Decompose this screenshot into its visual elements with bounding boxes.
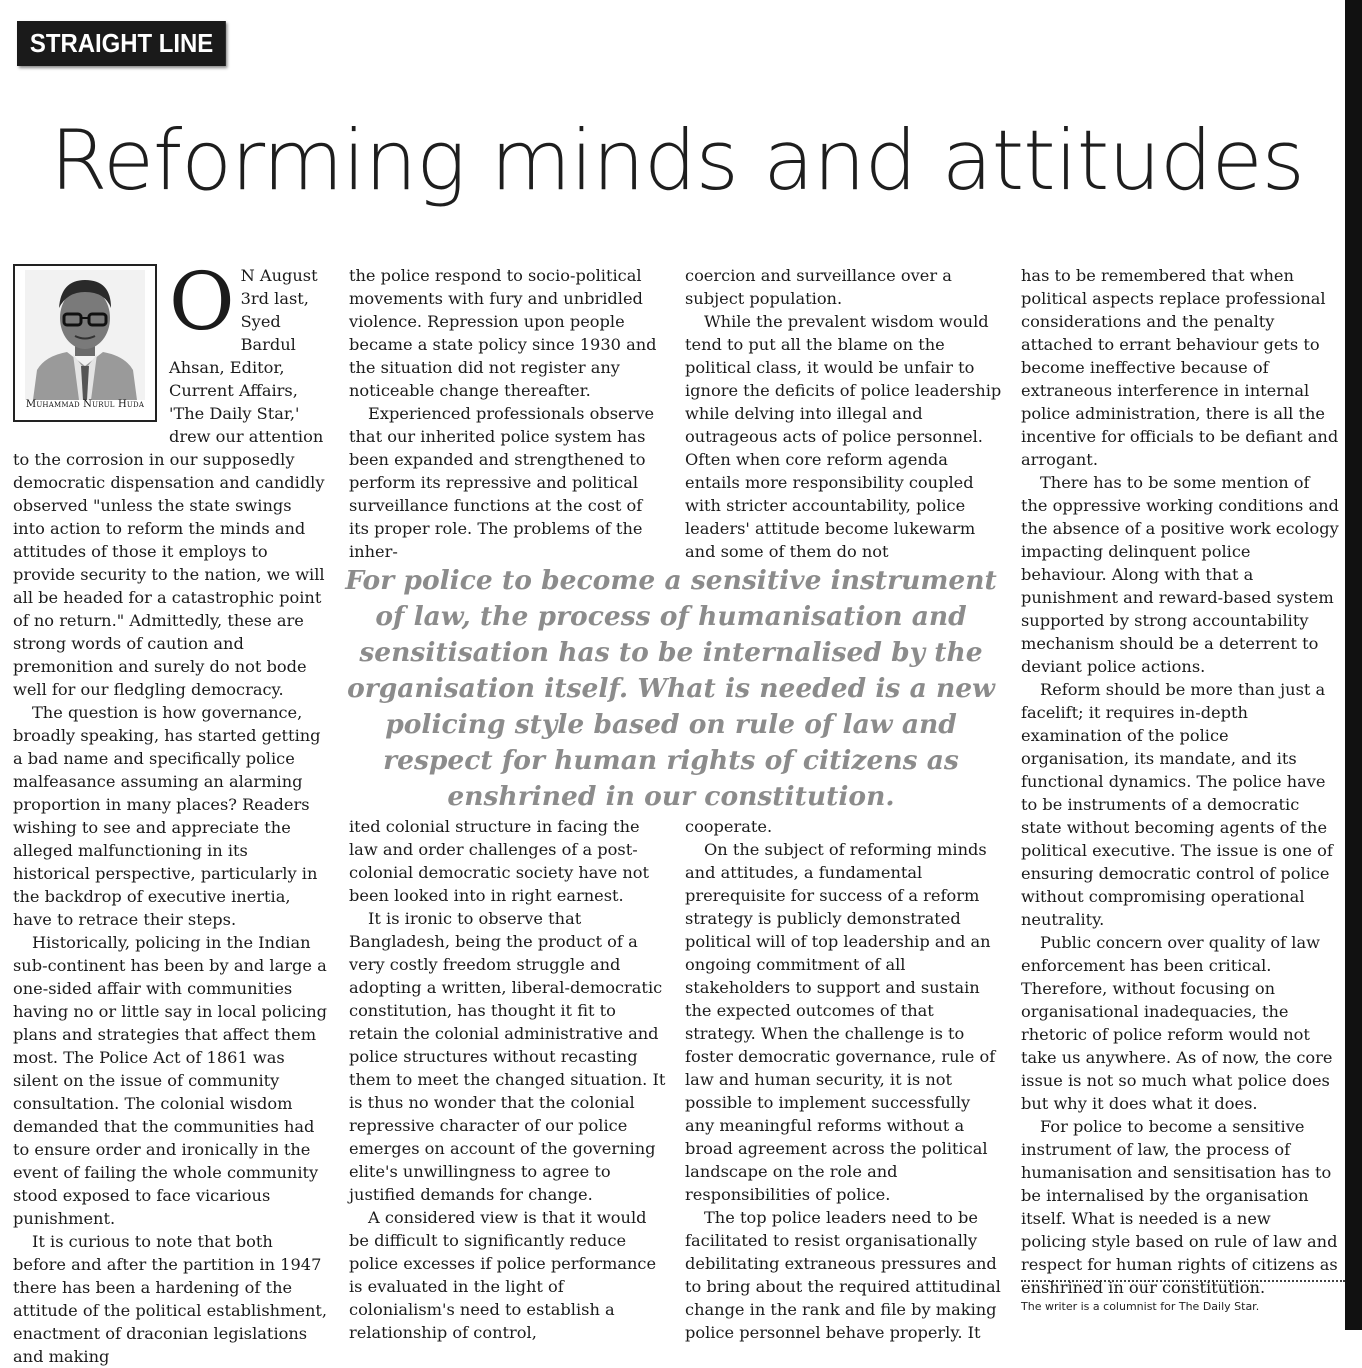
intro-paragraph: N August 3rd last, Syed Bardul Ahsan, Editor, Current Affairs, 'The Daily Star,' drew our attention to the corrosion in our supposedly democratic dispensation and candidly observed "unless the state swings into action to reform the minds and attitudes of those it employs to provide security to the nation, we will all be headed for a catastrophic point of no return." Admittedly, these are strong words of caution and premonition and surely do not bode well for our fledgling democracy. (13, 266, 325, 699)
paragraph: There has to be some mention of the oppressive working conditions and the absence of a positive work ecology impacting delinquent police behaviour. Along with that a punishment and reward-based system supported by strong accountability mechanism should be a deterrent to deviant police actions. (1021, 473, 1339, 676)
paragraph: has to be remembered that when political aspects replace professional considerations and the penalty attached to errant behaviour gets to become ineffective because of extraneous interference in internal police administration, there is all the incentive for officials to be defiant and arrogant. (1021, 266, 1339, 469)
pull-quote: For police to become a sensitive instrument of law, the process of humanisation and sensitisation has to be internalised by the organisation itself. What is needed is a new policing style based on rule of law and respect for human rights of citizens as enshrined in our constitution. (345, 565, 997, 812)
paragraph: Reform should be more than just a facelift; it requires in-depth examination of the police organisation, its mandate, and its functional dynamics. The police have to be instruments of a democratic state without becoming agents of the political executive. The issue is one of ensuring democratic control of police without compromising operational neutrality. (1021, 680, 1333, 929)
article-headline: Reforming minds and attitudes (50, 112, 1304, 209)
column-2-bottom (349, 815, 667, 1344)
author-photo (13, 264, 157, 422)
paragraph: The top police leaders need to be facilitated to resist organisationally debilitating extraneous pressures and to bring about the required attitudinal change in the rank and file by making police personnel behave properly. It (685, 1208, 1001, 1342)
footer-divider (1021, 1280, 1345, 1282)
author-portrait-image (25, 270, 145, 400)
paragraph: It is ironic to observe that Bangladesh, being the product of a very costly freedom struggle and adopting a written, liberal-democratic constitution, has thought it fit to retain the colonial administrative and police structures without recasting them to meet the changed situation. It is thus no wonder that the colonial repressive character of our police emerges on account of the governing elite's unwillingness to agree to justified demands for change. (349, 909, 666, 1204)
column-3-bottom (685, 815, 1003, 1344)
author-photo-caption: Muhammad Nurul Huda (25, 399, 145, 410)
column-4 (1021, 264, 1341, 1299)
paragraph: On the subject of reforming minds and attitudes, a fundamental prerequisite for success of a reform strategy is publicly demonstrated political will of top leadership and an ongoing commitment of all stakeholders to support and sustain the expected outcomes of that strategy. When the challenge is to foster democratic governance, rule of law and human security, it is not possible to implement successfully any meaningful reforms without a broad agreement across the political landscape on the role and responsibilities of police. (685, 840, 996, 1204)
paragraph: ited colonial structure in facing the law and order challenges of a post-colonial democratic society have not been looked into in right earnest. (349, 817, 649, 905)
paragraph: Public concern over quality of law enforcement has been critical. Therefore, without focusing on organisational inadequacies, the rhetoric of police reform would not take us anywhere. As of now, the core issue is not so much what police does but why it does what it does. (1021, 933, 1333, 1113)
section-kicker: STRAIGHT LINE (17, 21, 226, 66)
paragraph: The question is how governance, broadly speaking, has started getting a bad name and specifically police malfeasance assuming an alarming proportion in many places? Readers wishing to see and appreciate the alleged malfunctioning in its historical perspective, particularly in the backdrop of executive inertia, have to retrace their steps. (13, 703, 321, 929)
column-2-top (349, 264, 667, 563)
paragraph: coercion and surveillance over a subject population. (685, 266, 952, 308)
column-1 (13, 255, 328, 1368)
paragraph: Experienced professionals observe that our inherited police system has been expanded and strengthened to perform its repressive and political surveillance functions at the cost of its proper role. The problems of the inher- (349, 404, 655, 561)
paragraph: cooperate. (685, 817, 773, 836)
paragraph: A considered view is that it would be difficult to significantly reduce police excesses if police performance is evaluated in the light of colonialism's need to establish a relationship of control, (349, 1208, 657, 1342)
writer-note: The writer is a columnist for The Daily Star. (1021, 1300, 1260, 1313)
paragraph: the police respond to socio-political movements with fury and unbridled violence. Repression upon people became a state policy since 1930 and the situation did not register any noticeable change thereafter. (349, 266, 657, 400)
paragraph: Historically, policing in the Indian sub-continent has been by and large a one-sided affair with communities having no or little say in local policing plans and strategies that affect them most. The Police Act of 1861 was silent on the issue of community consultation. The colonial wisdom demanded that the communities had to ensure order and ironically in the event of failing the whole community stood exposed to face vicarious punishment. (13, 933, 327, 1228)
column-3-top (685, 264, 1003, 563)
paragraph: While the prevalent wisdom would tend to put all the blame on the political class, it would be unfair to ignore the deficits of police leadership while delving into illegal and outrageous acts of police personnel. Often when core reform agenda entails more responsibility coupled with stricter accountability, police leaders' attitude become lukewarm and some of them do not (685, 312, 1002, 561)
paragraph: For police to become a sensitive instrument of law, the process of humanisation and sensitisation has to be internalised by the organisation itself. What is needed is a new policing style based on rule of law and respect for human rights of citizens as enshrined in our constitution. (1021, 1117, 1338, 1297)
page-edge-bar (1345, 0, 1362, 1330)
paragraph: It is curious to note that both before and after the partition in 1947 there has been a hardening of the attitude of the political establishment, enactment of draconian legislations and making (13, 1232, 328, 1366)
drop-cap: O (169, 255, 235, 348)
